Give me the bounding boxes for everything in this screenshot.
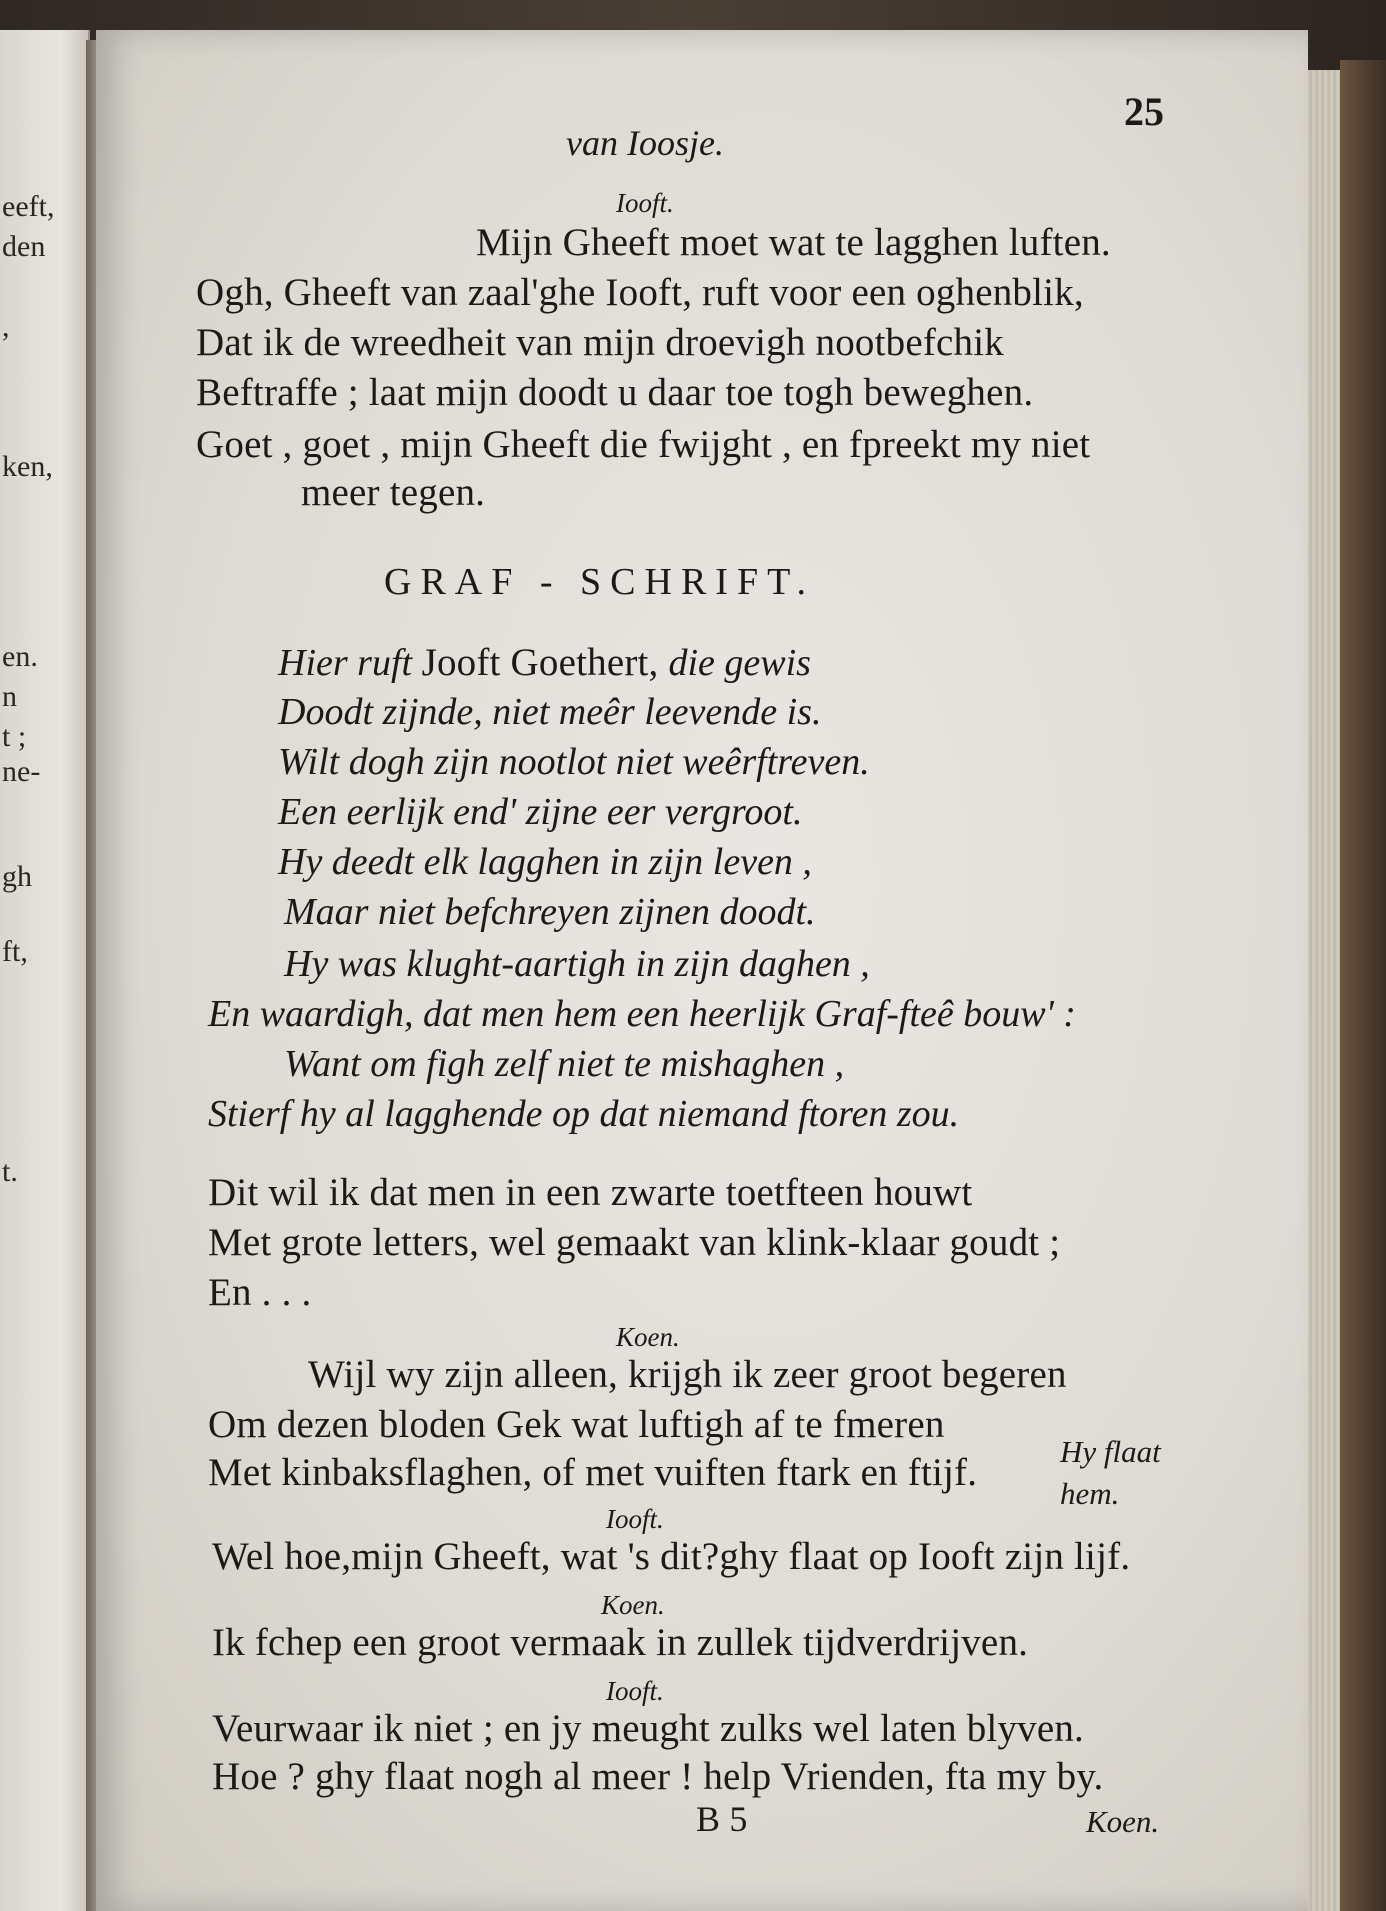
facing-page-fragment: gh [2, 860, 32, 893]
margin-note: hem. [1060, 1476, 1120, 1511]
epitaph-text-italic: die gewis [668, 642, 811, 684]
epitaph-line: Hy was klught-aartigh in zijn daghen , [284, 943, 870, 985]
verse-line: Mijn Gheeft moet wat te lagghen luften. [476, 221, 1111, 264]
catchword: Koen. [1086, 1804, 1160, 1839]
facing-page-fragment: t ; [2, 720, 27, 753]
epitaph-line: Maar niet befchreyen zijnen doodt. [284, 891, 816, 933]
verse-line: Met grote letters, wel gemaakt van klink-klaar goudt ; [208, 1221, 1061, 1264]
verse-line: Hoe ? ghy flaat nogh al meer ! help Vrienden, fta my by. [212, 1755, 1104, 1798]
epitaph-line [278, 640, 811, 685]
speaker-label: Koen. [601, 1590, 665, 1620]
margin-note: Hy flaat [1060, 1434, 1161, 1469]
speaker-label: Iooft. [606, 1676, 664, 1706]
facing-page-fragment: , [2, 310, 10, 343]
speaker-label: Iooft. [616, 188, 674, 218]
facing-page-fragment: ken, [2, 450, 53, 483]
verse-line: Dit wil ik dat men in een zwarte toetfteen houwt [208, 1171, 973, 1214]
verse-line: Goet , goet , mijn Gheeft die fwijght , en fpreekt my niet [196, 423, 1091, 466]
epitaph-text-italic: Hier ruft [278, 642, 422, 684]
verse-line: meer tegen. [301, 471, 486, 514]
verse-line: Dat ik de wreedheit van mijn droevigh nootbefchik [196, 321, 1004, 364]
verse-line: Beftraffe ; laat mijn doodt u daar toe togh beweghen. [196, 371, 1034, 414]
signature-mark: B 5 [696, 1799, 748, 1839]
facing-page-fragment: t. [2, 1155, 18, 1188]
epitaph-line: En waardigh, dat men hem een heerlijk Graf-fteê bouw' : [208, 993, 1076, 1035]
running-head: van Ioosje. [566, 123, 724, 163]
facing-page-fragment: n [2, 680, 17, 713]
epitaph-line: Wilt dogh zijn nootlot niet weêrftreven. [278, 741, 870, 783]
facing-page-fragment: ne- [2, 755, 41, 788]
verse-line: Met kinbaksflaghen, of met vuiften ftark en ftijf. [208, 1451, 978, 1494]
book-cover-edge [1340, 60, 1386, 1911]
facing-page-fragment: eeft, [2, 190, 55, 223]
verse-line: Om dezen bloden Gek wat luftigh af te fmeren [208, 1403, 945, 1446]
verse-line: Wijl wy zijn alleen, krijgh ik zeer groot begeren [308, 1353, 1067, 1396]
facing-page-fragment: en. [2, 640, 38, 673]
page-number: 25 [1124, 89, 1164, 134]
facing-page-fragment: den [2, 230, 46, 263]
epitaph-line: Hy deedt elk lagghen in zijn leven , [278, 841, 812, 883]
book-page [96, 30, 1308, 1911]
facing-page-fragment: ft, [2, 935, 28, 968]
verse-line: Ogh, Gheeft van zaal'ghe Iooft, ruft voor een oghenblik, [196, 271, 1084, 314]
epitaph-line: Een eerlijk end' zijne eer vergroot. [278, 791, 803, 833]
verse-line: Wel hoe,mijn Gheeft, wat 's dit?ghy flaat op Iooft zijn lijf. [212, 1535, 1131, 1578]
speaker-label: Iooft. [606, 1504, 664, 1534]
epitaph-line: Want om figh zelf niet te mishaghen , [284, 1043, 845, 1085]
verse-line: Ik fchep een groot vermaak in zullek tijdverdrijven. [212, 1621, 1029, 1664]
section-heading: GRAF - SCHRIFT. [384, 561, 815, 603]
epitaph-text-roman: Jooft Goethert, [421, 641, 669, 684]
verse-line: En . . . [208, 1271, 312, 1314]
facing-page-edge [0, 30, 90, 1911]
speaker-label: Koen. [616, 1322, 680, 1352]
verse-line: Veurwaar ik niet ; en jy meught zulks wel laten blyven. [212, 1707, 1085, 1750]
epitaph-line: Doodt zijnde, niet meêr leevende is. [278, 691, 822, 733]
epitaph-line: Stierf hy al lagghende op dat niemand ftoren zou. [208, 1093, 960, 1135]
